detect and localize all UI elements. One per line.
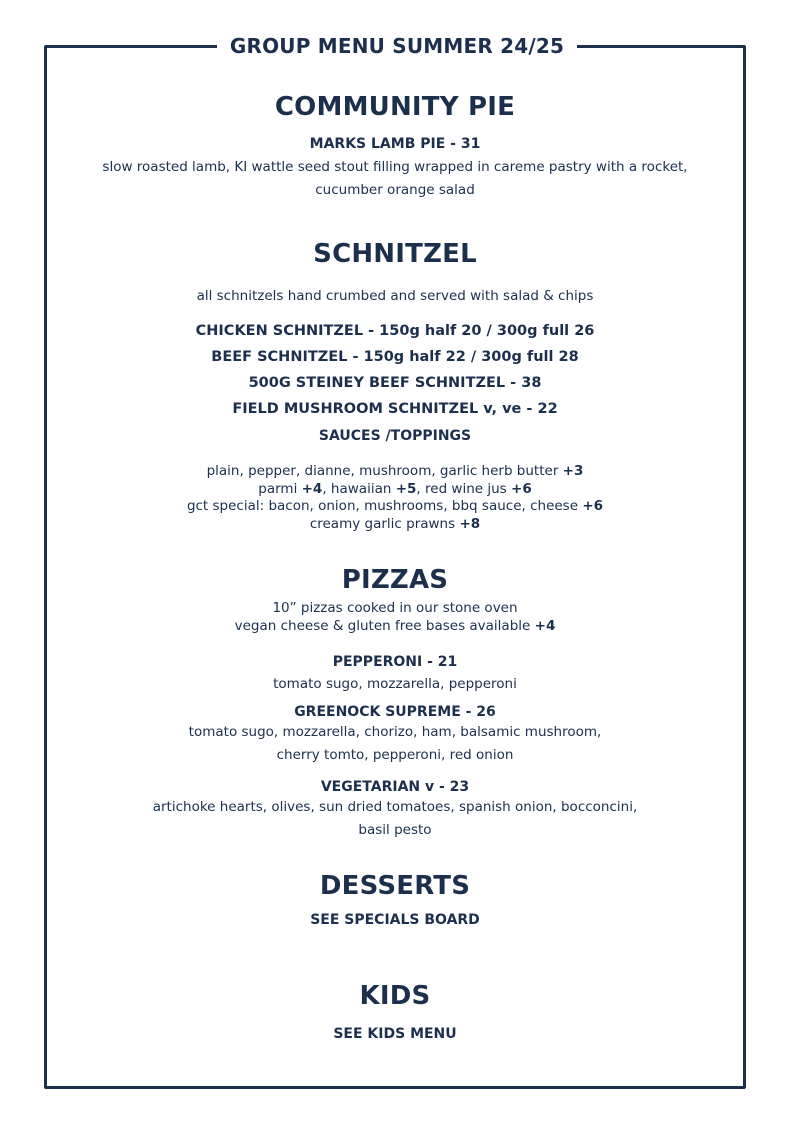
description-line: cucumber orange salad [315, 182, 475, 198]
menu-item-description [60, 796, 730, 842]
price: +5 [395, 480, 417, 497]
menu-item-name: 500G STEINEY BEEF SCHNITZEL - 38 [248, 375, 542, 391]
section-note: SEE KIDS MENU [333, 1026, 457, 1042]
price: +3 [562, 463, 584, 479]
price: +6 [511, 480, 532, 497]
intro-line: vegan cheese & gluten free bases available +4 [234, 617, 556, 634]
section-note: SEE SPECIALS BOARD [310, 912, 480, 928]
description-line: cherry tomto, pepperoni, red onion [276, 747, 514, 763]
menu-item-name: PEPPERONI - 21 [332, 654, 458, 670]
menu-item-name: BEEF SCHNITZEL - 150g half 22 / 300g full 28 [211, 349, 579, 365]
intro-line: 10” pizzas cooked in our stone oven [272, 600, 518, 616]
toppings-list [60, 463, 730, 533]
section-intro: all schnitzels hand crumbed and served with salad & chips [196, 288, 594, 304]
section-heading-kids: KIDS [359, 981, 431, 1011]
section-heading-pizzas: PIZZAS [341, 565, 449, 595]
description-line: basil pesto [358, 822, 432, 838]
section-intro [60, 600, 730, 635]
description-line: slow roasted lamb, KI wattle seed stout filling wrapped in careme pastry with a rocket, [102, 159, 688, 175]
menu-item-name: VEGETARIAN v - 23 [320, 779, 470, 795]
sauces-heading: SAUCES /TOPPINGS [318, 428, 472, 444]
topping-line: plain, pepper, dianne, mushroom, garlic herb butter +3 [206, 463, 584, 479]
description-line: tomato sugo, mozzarella, chorizo, ham, balsamic mushroom, [188, 724, 602, 740]
section-heading-community-pie: COMMUNITY PIE [274, 92, 516, 122]
menu-item-name: CHICKEN SCHNITZEL - 150g half 20 / 300g full 26 [195, 323, 595, 339]
menu-item-description: tomato sugo, mozzarella, pepperoni [273, 676, 517, 692]
description-line: artichoke hearts, olives, sun dried tomatoes, spanish onion, bocconcini, [152, 799, 638, 815]
price: +8 [459, 515, 481, 532]
menu-item-name: MARKS LAMB PIE - 31 [309, 136, 481, 152]
topping-line: parmi +4, hawaiian +5, red wine jus +6 [258, 480, 532, 497]
topping-line: creamy garlic prawns +8 [309, 515, 481, 532]
menu-title [0, 33, 794, 59]
menu-item-description [60, 156, 730, 202]
price: +6 [582, 498, 604, 514]
section-heading-desserts: DESSERTS [319, 871, 471, 901]
section-heading-schnitzel: SCHNITZEL [313, 239, 477, 269]
price: +4 [301, 480, 323, 497]
menu-item-name: FIELD MUSHROOM SCHNITZEL v, ve - 22 [232, 401, 558, 417]
price: +4 [534, 617, 556, 634]
menu-item-name: GREENOCK SUPREME - 26 [294, 704, 496, 720]
menu-item-description [60, 721, 730, 767]
menu-title-text: GROUP MENU SUMMER 24/25 [217, 34, 577, 58]
topping-line: gct special: bacon, onion, mushrooms, bbq sauce, cheese +6 [186, 498, 604, 514]
